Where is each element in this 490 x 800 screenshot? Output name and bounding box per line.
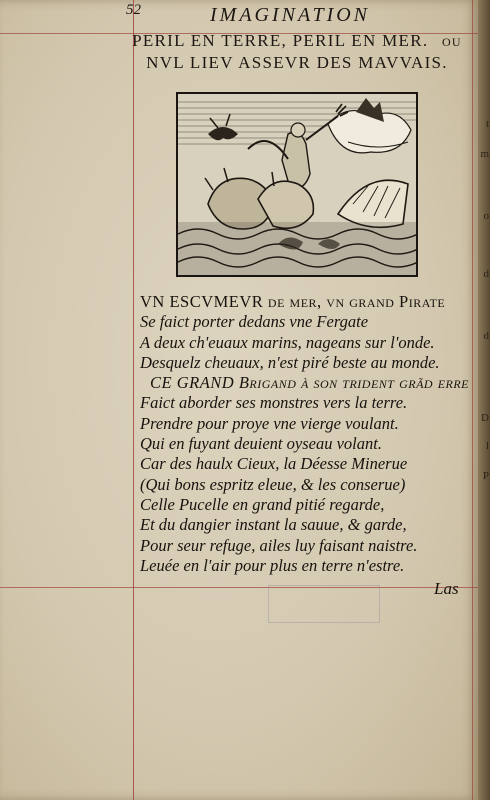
margin-rule-bottom bbox=[0, 587, 478, 588]
verse-line: Leuée en l'air pour plus en terre n'estre. bbox=[140, 555, 405, 575]
edge-letter: P bbox=[482, 470, 489, 482]
verse-line: Desquelz cheuaux, n'est piré beste au monde. bbox=[140, 352, 440, 372]
verse-line: Celle Pucelle en grand pitié regarde, bbox=[140, 494, 385, 514]
poem bbox=[140, 292, 470, 576]
edge-letter: t bbox=[485, 118, 489, 130]
motto-line-2: NVL LIEV ASSEVR DES MAVVAIS. bbox=[146, 53, 448, 72]
woodcut-illustration-icon bbox=[178, 94, 416, 275]
verse-line: Se faict porter dedans vne Fergate bbox=[140, 312, 369, 332]
margin-rule-left bbox=[133, 0, 134, 800]
edge-letter: D bbox=[481, 412, 489, 424]
edge-letter: d bbox=[483, 268, 489, 280]
verse-line: Qui en fuyant deuient oyseau volant. bbox=[140, 434, 382, 454]
woodcut-illustration bbox=[176, 92, 418, 277]
verse-line: A deux ch'euaux marins, nageans sur l'onde. bbox=[140, 332, 435, 352]
verse-line: CE GRAND Brigand à son trident grãd erre bbox=[150, 373, 470, 393]
catchword: Las bbox=[434, 579, 459, 598]
verse-line: Faict aborder ses monstres vers la terre. bbox=[140, 393, 408, 413]
motto-conjunction: OU bbox=[441, 35, 462, 49]
motto-text: PERIL EN TERRE, PERIL EN MER. bbox=[132, 31, 429, 50]
edge-letter: d bbox=[483, 330, 489, 342]
verse-line: Pour seur refuge, ailes luy faisant naistre. bbox=[140, 535, 418, 555]
running-head: IMAGINATION bbox=[210, 4, 371, 26]
show-through-ornament bbox=[268, 585, 380, 623]
page-number: 52 bbox=[126, 2, 141, 18]
verse-line: Car des haulx Cieux, la Déesse Minerue bbox=[140, 454, 408, 474]
verse-line: VN ESCVMEVR de mer, vn grand Pirate bbox=[140, 292, 446, 311]
motto-line-1 bbox=[124, 31, 470, 51]
edge-letter: l bbox=[485, 440, 489, 452]
margin-rule-right bbox=[472, 0, 473, 800]
verse-line: Prendre pour proye vne vierge voulant. bbox=[140, 413, 399, 433]
verse-line: Et du dangier instant la sauue, & garde, bbox=[140, 515, 407, 535]
edge-letter: o bbox=[483, 210, 489, 222]
verse-line: (Qui bons espritz eleue, & les conserue) bbox=[140, 474, 406, 494]
edge-letter: m bbox=[480, 148, 489, 160]
